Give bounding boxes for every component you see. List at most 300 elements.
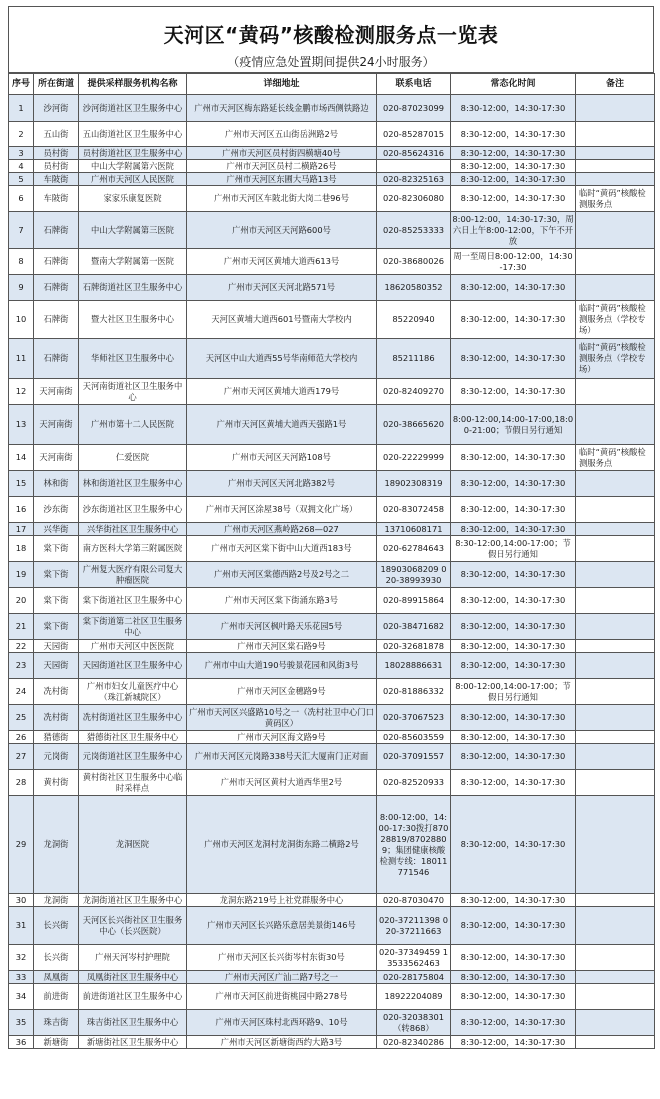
cell-street: 石牌街: [34, 301, 79, 339]
cell-note: [576, 894, 655, 907]
cell-note: [576, 653, 655, 679]
cell-no: 4: [9, 160, 34, 173]
cell-address: 广州市天河区黄埔大道西天强路1号: [187, 405, 377, 445]
cell-org: 天河区长兴街社区卫生服务中心（长兴医院）: [79, 907, 187, 945]
cell-phone: 13710608171: [377, 523, 451, 536]
cell-hours: 8:30-12:00，14:30-17:30: [451, 945, 576, 971]
cell-address: 广州市天河区黄埔大道西179号: [187, 379, 377, 405]
table-row: [9, 536, 655, 562]
cell-phone: 020-82409270: [377, 379, 451, 405]
cell-no: 23: [9, 653, 34, 679]
cell-note: [576, 379, 655, 405]
cell-street: 冼村街: [34, 705, 79, 731]
cell-note: [576, 614, 655, 640]
cell-note: [576, 160, 655, 173]
cell-note: [576, 744, 655, 770]
table-row: [9, 339, 655, 379]
cell-note: [576, 497, 655, 523]
cell-phone: 18922204089: [377, 984, 451, 1010]
page-subtitle: （疫情应急处置期间提供24小时服务）: [227, 55, 435, 69]
table-row: [9, 640, 655, 653]
cell-org: 沙河街道社区卫生服务中心: [79, 95, 187, 122]
table-row: [9, 614, 655, 640]
cell-note: [576, 1036, 655, 1049]
table-row: [9, 1010, 655, 1036]
cell-hours: 8:30-12:00，14:30-17:30: [451, 562, 576, 588]
cell-address: 广州市天河区棠下街涌东路3号: [187, 588, 377, 614]
cell-note: [576, 640, 655, 653]
table-row: [9, 95, 655, 122]
cell-phone: 020-82325163: [377, 173, 451, 186]
cell-phone: 020-37211398 020-37211663: [377, 907, 451, 945]
cell-no: 14: [9, 445, 34, 471]
cell-no: 20: [9, 588, 34, 614]
cell-org: 凤凰街社区卫生服务中心: [79, 971, 187, 984]
header-no: 序号: [9, 74, 34, 95]
cell-org: 广州复大医疗有限公司复大肿瘤医院: [79, 562, 187, 588]
cell-note: [576, 796, 655, 894]
cell-org: 员村街道社区卫生服务中心: [79, 147, 187, 160]
cell-address: 广州市天河区车陂北街大岗二巷96号: [187, 186, 377, 212]
cell-no: 7: [9, 212, 34, 249]
cell-address: 广州市天河区东圃大马路13号: [187, 173, 377, 186]
cell-no: 31: [9, 907, 34, 945]
cell-hours: 8:30-12:00，14:30-17:30: [451, 173, 576, 186]
cell-org: 暨南大学附属第一医院: [79, 249, 187, 275]
cell-phone: 020-87023099: [377, 95, 451, 122]
table-row: [9, 679, 655, 705]
table-row: [9, 379, 655, 405]
cell-street: 兴华街: [34, 523, 79, 536]
cell-note: [576, 95, 655, 122]
cell-note: [576, 249, 655, 275]
cell-hours: 8:30-12:00，14:30-17:30: [451, 971, 576, 984]
cell-phone: 020-82306080: [377, 186, 451, 212]
cell-address: 广州市天河区天河北路382号: [187, 471, 377, 497]
cell-no: 5: [9, 173, 34, 186]
cell-no: 34: [9, 984, 34, 1010]
cell-street: 沙东街: [34, 497, 79, 523]
cell-hours: 8:30-12:00，14:30-17:30: [451, 339, 576, 379]
cell-hours: 8:00-12:00,14:00-17:00,18:00-21:00；节假日另行通知: [451, 405, 576, 445]
cell-no: 25: [9, 705, 34, 731]
header-address: 详细地址: [187, 74, 377, 95]
cell-note: [576, 275, 655, 301]
cell-note: [576, 945, 655, 971]
cell-org: 前进街道社区卫生服务中心: [79, 984, 187, 1010]
cell-no: 12: [9, 379, 34, 405]
cell-hours: 8:30-12:00，14:30-17:30: [451, 770, 576, 796]
cell-hours: 8:30-12:00，14:30-17:30: [451, 471, 576, 497]
cell-address: 天河区黄埔大道西601号暨南大学校内: [187, 301, 377, 339]
cell-hours: 8:30-12:00，14:30-17:30: [451, 445, 576, 471]
cell-phone: 020-82340286: [377, 1036, 451, 1049]
cell-org: 暨大社区卫生服务中心: [79, 301, 187, 339]
cell-note: [576, 731, 655, 744]
cell-street: 新塘街: [34, 1036, 79, 1049]
cell-note: [576, 212, 655, 249]
cell-hours: 8:30-12:00，14:30-17:30: [451, 95, 576, 122]
cell-no: 29: [9, 796, 34, 894]
cell-note: [576, 173, 655, 186]
cell-org: 仁爱医院: [79, 445, 187, 471]
cell-hours: 8:30-12:00，14:30-17:30: [451, 744, 576, 770]
cell-street: 元岗街: [34, 744, 79, 770]
page-title: 天河区“黄码”核酸检测服务点一览表: [163, 23, 499, 47]
cell-address: 广州市天河区黄村大道西华里2号: [187, 770, 377, 796]
cell-note: [576, 679, 655, 705]
cell-street: 车陂街: [34, 186, 79, 212]
cell-street: 前进街: [34, 984, 79, 1010]
cell-note: [576, 147, 655, 160]
cell-phone: 020-28175804: [377, 971, 451, 984]
cell-address: 广州市天河区广汕二路7号之一: [187, 971, 377, 984]
cell-address: 广州市天河区海文路9号: [187, 731, 377, 744]
cell-street: 龙洞街: [34, 894, 79, 907]
cell-hours: 8:30-12:00，14:30-17:30: [451, 588, 576, 614]
cell-street: 员村街: [34, 147, 79, 160]
cell-note: 临时“黄码”核酸检测服务点: [576, 445, 655, 471]
cell-no: 30: [9, 894, 34, 907]
cell-note: [576, 471, 655, 497]
cell-address: 广州市天河区棠石路9号: [187, 640, 377, 653]
cell-street: 天园街: [34, 640, 79, 653]
cell-note: 临时“黄码”核酸检测服务点（学校专场）: [576, 339, 655, 379]
cell-note: 临时“黄码”核酸检测服务点（学校专场）: [576, 301, 655, 339]
cell-street: 凤凰街: [34, 971, 79, 984]
cell-phone: 020-62784643: [377, 536, 451, 562]
table-row: [9, 945, 655, 971]
cell-note: [576, 770, 655, 796]
cell-org: 元岗街道社区卫生服务中心: [79, 744, 187, 770]
cell-street: 天河南街: [34, 379, 79, 405]
cell-address: 广州市天河区元岗路338号天汇大厦南门正对面: [187, 744, 377, 770]
cell-phone: 18028886631: [377, 653, 451, 679]
cell-phone: 85220940: [377, 301, 451, 339]
cell-org: 新塘街社区卫生服务中心: [79, 1036, 187, 1049]
cell-street: 长兴街: [34, 945, 79, 971]
cell-phone: 020-85253333: [377, 212, 451, 249]
cell-org: 龙洞医院: [79, 796, 187, 894]
cell-hours: 8:30-12:00,14:00-17:00；节假日另行通知: [451, 536, 576, 562]
cell-org: 天园街道社区卫生服务中心: [79, 653, 187, 679]
table-row: [9, 744, 655, 770]
cell-address: 广州市天河区兴盛路10号之一（冼村社卫中心门口黄码区）: [187, 705, 377, 731]
cell-hours: 8:30-12:00，14:30-17:30: [451, 705, 576, 731]
table-row: [9, 894, 655, 907]
table-row: [9, 705, 655, 731]
header-note: 备注: [576, 74, 655, 95]
cell-note: [576, 536, 655, 562]
cell-street: 五山街: [34, 122, 79, 147]
cell-address: 广州市天河区龙洞村龙洞街东路二横路2号: [187, 796, 377, 894]
cell-street: 珠吉街: [34, 1010, 79, 1036]
cell-address: 广州市天河区金穗路9号: [187, 679, 377, 705]
table-row: [9, 173, 655, 186]
cell-phone: 18620580352: [377, 275, 451, 301]
cell-hours: 8:30-12:00，14:30-17:30: [451, 640, 576, 653]
table-header-row: [9, 74, 655, 95]
cell-address: 广州市天河区天河路108号: [187, 445, 377, 471]
cell-no: 36: [9, 1036, 34, 1049]
table-row: [9, 275, 655, 301]
cell-no: 32: [9, 945, 34, 971]
cell-hours: 8:30-12:00，14:30-17:30: [451, 1010, 576, 1036]
cell-phone: 85211186: [377, 339, 451, 379]
cell-org: 五山街道社区卫生服务中心: [79, 122, 187, 147]
cell-address: 广州市天河区长兴街岑村东街30号: [187, 945, 377, 971]
cell-no: 11: [9, 339, 34, 379]
cell-hours: 8:30-12:00，14:30-17:30: [451, 147, 576, 160]
cell-org: 广州天河岑村护理院: [79, 945, 187, 971]
cell-hours: 8:30-12:00，14:30-17:30: [451, 1036, 576, 1049]
cell-hours: 8:30-12:00，14:30-17:30: [451, 731, 576, 744]
table-row: [9, 160, 655, 173]
cell-street: 棠下街: [34, 588, 79, 614]
table-row: [9, 562, 655, 588]
title-block: [8, 6, 654, 73]
table-row: [9, 186, 655, 212]
cell-hours: 周一至周日8:00-12:00，14:30-17:30: [451, 249, 576, 275]
cell-no: 6: [9, 186, 34, 212]
cell-hours: 8:30-12:00，14:30-17:30: [451, 523, 576, 536]
cell-no: 9: [9, 275, 34, 301]
table-row: [9, 249, 655, 275]
service-points-table: [8, 73, 655, 1049]
cell-address: 广州市天河区天河路600号: [187, 212, 377, 249]
cell-org: 龙洞街道社区卫生服务中心: [79, 894, 187, 907]
cell-org: 天河南街道社区卫生服务中心: [79, 379, 187, 405]
cell-phone: 020-87030470: [377, 894, 451, 907]
cell-phone: 020-32681878: [377, 640, 451, 653]
cell-street: 龙洞街: [34, 796, 79, 894]
cell-street: 沙河街: [34, 95, 79, 122]
table-row: [9, 1036, 655, 1049]
cell-phone: 020-37067523: [377, 705, 451, 731]
cell-street: 天园街: [34, 653, 79, 679]
cell-org: 林和街道社区卫生服务中心: [79, 471, 187, 497]
cell-no: 33: [9, 971, 34, 984]
cell-note: [576, 562, 655, 588]
cell-no: 35: [9, 1010, 34, 1036]
cell-org: 猎德街社区卫生服务中心: [79, 731, 187, 744]
cell-org: 广州市妇女儿童医疗中心（珠江新城院区）: [79, 679, 187, 705]
cell-address: 广州市中山大道190号骏景花园和风街3号: [187, 653, 377, 679]
cell-street: 车陂街: [34, 173, 79, 186]
cell-hours: 8:30-12:00，14:30-17:30: [451, 497, 576, 523]
cell-org: 棠下街道第二社区卫生服务中心: [79, 614, 187, 640]
cell-note: [576, 971, 655, 984]
cell-no: 19: [9, 562, 34, 588]
cell-no: 16: [9, 497, 34, 523]
cell-phone: 020-37091557: [377, 744, 451, 770]
cell-hours: 8:30-12:00，14:30-17:30: [451, 614, 576, 640]
table-row: [9, 731, 655, 744]
table-row: [9, 212, 655, 249]
cell-hours: 8:30-12:00，14:30-17:30: [451, 907, 576, 945]
cell-address: 广州市天河区黄埔大道西613号: [187, 249, 377, 275]
cell-org: 沙东街道社区卫生服务中心: [79, 497, 187, 523]
header-phone: 联系电话: [377, 74, 451, 95]
cell-note: [576, 705, 655, 731]
cell-no: 22: [9, 640, 34, 653]
cell-phone: 18902308319: [377, 471, 451, 497]
cell-no: 15: [9, 471, 34, 497]
table-row: [9, 471, 655, 497]
cell-address: 广州市天河区天河北路571号: [187, 275, 377, 301]
cell-phone: 020-38665620: [377, 405, 451, 445]
cell-hours: 8:30-12:00，14:30-17:30: [451, 186, 576, 212]
cell-org: 广州市天河区中医医院: [79, 640, 187, 653]
table-row: [9, 497, 655, 523]
cell-no: 8: [9, 249, 34, 275]
table-row: [9, 653, 655, 679]
cell-org: 冼村街道社区卫生服务中心: [79, 705, 187, 731]
cell-no: 24: [9, 679, 34, 705]
cell-address: 广州市天河区前进街桃园中路278号: [187, 984, 377, 1010]
cell-org: 家家乐康复医院: [79, 186, 187, 212]
header-org: 提供采样服务机构名称: [79, 74, 187, 95]
cell-street: 长兴街: [34, 907, 79, 945]
cell-no: 28: [9, 770, 34, 796]
cell-address: 龙洞东路219号上社党群服务中心: [187, 894, 377, 907]
cell-address: 广州市天河区棠德西路2号及2号之二: [187, 562, 377, 588]
cell-hours: 8:30-12:00，14:30-17:30: [451, 379, 576, 405]
cell-street: 猎德街: [34, 731, 79, 744]
cell-no: 13: [9, 405, 34, 445]
table-row: [9, 971, 655, 984]
cell-no: 17: [9, 523, 34, 536]
cell-no: 21: [9, 614, 34, 640]
cell-hours: 8:30-12:00，14:30-17:30: [451, 653, 576, 679]
cell-org: 兴华街社区卫生服务中心: [79, 523, 187, 536]
table-row: [9, 770, 655, 796]
cell-hours: 8:30-12:00，14:30-17:30: [451, 275, 576, 301]
cell-note: 临时“黄码”核酸检测服务点: [576, 186, 655, 212]
cell-org: 中山大学附属第六医院: [79, 160, 187, 173]
cell-street: 天河南街: [34, 445, 79, 471]
cell-note: [576, 1010, 655, 1036]
cell-address: 广州市天河区新塘街西约大路3号: [187, 1036, 377, 1049]
cell-no: 2: [9, 122, 34, 147]
cell-phone: 020-85603559: [377, 731, 451, 744]
cell-org: 中山大学附属第三医院: [79, 212, 187, 249]
cell-org: 广州市天河区人民医院: [79, 173, 187, 186]
cell-org: 南方医科大学第三附属医院: [79, 536, 187, 562]
cell-hours: 8:30-12:00，14:30-17:30: [451, 894, 576, 907]
cell-no: 18: [9, 536, 34, 562]
cell-street: 石牌街: [34, 212, 79, 249]
cell-hours: 8:00-12:00,14:00-17:00；节假日另行通知: [451, 679, 576, 705]
cell-phone: 020-89915864: [377, 588, 451, 614]
cell-address: 广州市天河区长兴路乐意居美景街146号: [187, 907, 377, 945]
cell-note: [576, 122, 655, 147]
cell-address: 天河区中山大道西55号华南师范大学校内: [187, 339, 377, 379]
cell-hours: 8:30-12:00，14:30-17:30: [451, 984, 576, 1010]
cell-street: 棠下街: [34, 562, 79, 588]
table-row: [9, 147, 655, 160]
table-row: [9, 445, 655, 471]
cell-phone: 020-85624316: [377, 147, 451, 160]
cell-phone: 020-82520933: [377, 770, 451, 796]
cell-note: [576, 907, 655, 945]
cell-hours: 8:30-12:00，14:30-17:30: [451, 160, 576, 173]
cell-address: 广州市天河区珠村北西环路9、10号: [187, 1010, 377, 1036]
cell-address: 广州市天河区员村二横路26号: [187, 160, 377, 173]
header-hours: 常态化时间: [451, 74, 576, 95]
table-row: [9, 796, 655, 894]
cell-no: 1: [9, 95, 34, 122]
cell-address: 广州市天河区员村街四横塘40号: [187, 147, 377, 160]
cell-address: 广州市天河区五山街岳洲路2号: [187, 122, 377, 147]
cell-org: 珠吉街社区卫生服务中心: [79, 1010, 187, 1036]
cell-hours: 8:00-12:00，14:30-17:30，周六日上午8:00-12:00，下午不开放: [451, 212, 576, 249]
cell-no: 10: [9, 301, 34, 339]
cell-hours: 8:30-12:00，14:30-17:30: [451, 301, 576, 339]
table-row: [9, 405, 655, 445]
cell-street: 棠下街: [34, 614, 79, 640]
cell-note: [576, 588, 655, 614]
cell-no: 3: [9, 147, 34, 160]
cell-no: 26: [9, 731, 34, 744]
cell-org: 广州市第十二人民医院: [79, 405, 187, 445]
cell-address: 广州市天河区梅东路延长线金鹏市场西侧铁路边: [187, 95, 377, 122]
cell-street: 员村街: [34, 160, 79, 173]
cell-hours: 8:30-12:00，14:30-17:30: [451, 796, 576, 894]
cell-street: 棠下街: [34, 536, 79, 562]
cell-street: 石牌街: [34, 275, 79, 301]
cell-phone: 020-32038301（转868）: [377, 1010, 451, 1036]
table-row: [9, 523, 655, 536]
cell-phone: [377, 160, 451, 173]
cell-address: 广州市天河区枫叶路天乐花园5号: [187, 614, 377, 640]
cell-org: 黄村街社区卫生服务中心临时采样点: [79, 770, 187, 796]
cell-no: 27: [9, 744, 34, 770]
cell-phone: 020-22229999: [377, 445, 451, 471]
cell-street: 冼村街: [34, 679, 79, 705]
cell-street: 林和街: [34, 471, 79, 497]
cell-street: 石牌街: [34, 339, 79, 379]
table-row: [9, 122, 655, 147]
cell-address: 广州市天河区涂屋38号（双拥文化广场）: [187, 497, 377, 523]
cell-phone: 020-85287015: [377, 122, 451, 147]
cell-org: 石牌街道社区卫生服务中心: [79, 275, 187, 301]
cell-phone: 18903068209 020-38993930: [377, 562, 451, 588]
cell-note: [576, 405, 655, 445]
cell-org: 棠下街道社区卫生服务中心: [79, 588, 187, 614]
cell-street: 天河南街: [34, 405, 79, 445]
table-row: [9, 907, 655, 945]
cell-hours: 8:30-12:00，14:30-17:30: [451, 122, 576, 147]
cell-street: 石牌街: [34, 249, 79, 275]
cell-phone: 020-38680026: [377, 249, 451, 275]
table-row: [9, 588, 655, 614]
cell-phone: 020-37349459 13533562463: [377, 945, 451, 971]
cell-phone: 020-83072458: [377, 497, 451, 523]
cell-address: 广州市天河区燕岭路268—027: [187, 523, 377, 536]
cell-address: 广州市天河区棠下街中山大道西183号: [187, 536, 377, 562]
cell-phone: 020-38471682: [377, 614, 451, 640]
cell-street: 黄村街: [34, 770, 79, 796]
table-row: [9, 301, 655, 339]
cell-phone: 020-81886332: [377, 679, 451, 705]
cell-phone: 8:00-12:00，14:00-17:30拨打87028819/87028809；集团健康核酸检测专线：18011771546: [377, 796, 451, 894]
table-row: [9, 984, 655, 1010]
header-street: 所在街道: [34, 74, 79, 95]
cell-note: [576, 523, 655, 536]
cell-note: [576, 984, 655, 1010]
cell-org: 华师社区卫生服务中心: [79, 339, 187, 379]
